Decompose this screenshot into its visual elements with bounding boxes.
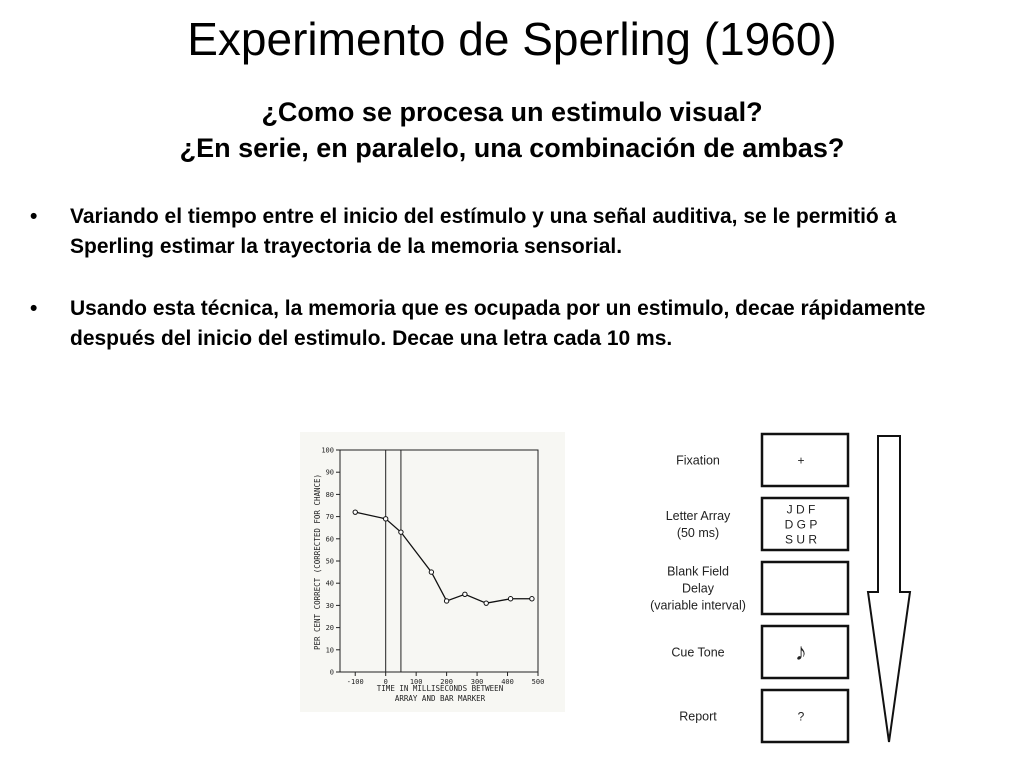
stage-box [762, 562, 848, 614]
stage-box [762, 690, 848, 742]
chart-ylabel: PER CENT CORRECT (CORRECTED FOR CHANCE) [313, 473, 322, 651]
data-point [353, 510, 357, 514]
bullet-text: Variando el tiempo entre el inicio del estímulo y una señal auditiva, se le permitió a Sperling estimar la trayectoria de la memoria sensorial. [70, 205, 897, 258]
bullet-marker: • [30, 297, 38, 320]
sperling-decay-chart [300, 432, 565, 712]
procedure-stage [676, 434, 848, 486]
bullet-list [30, 202, 980, 386]
y-tick-label: 100 [321, 446, 334, 455]
subtitle-line-2: ¿En serie, en paralelo, una combinación de ambas? [179, 133, 845, 163]
bullet-item [30, 294, 980, 354]
stage-label: Report [679, 709, 717, 724]
slide-title: Experimento de Sperling (1960) [187, 13, 837, 65]
procedure-stages [650, 434, 848, 742]
bullet-text: Usando esta técnica, la memoria que es ocupada por un estimulo, decae rápidamente después del inicio del estimulo. Decae una letra cada 10 ms. [70, 297, 926, 350]
y-tick-label: 70 [325, 513, 334, 522]
procedure-stage [671, 626, 848, 678]
y-tick-label: 60 [325, 535, 334, 544]
procedure-diagram [630, 424, 915, 750]
x-tick-label: 500 [531, 678, 545, 686]
x-tick-label: 400 [501, 678, 514, 686]
time-arrow-icon [868, 436, 910, 742]
y-tick-label: 80 [325, 490, 334, 499]
stage-box-text: J D F [786, 502, 816, 517]
bullet-item [30, 202, 980, 262]
y-tick-label: 20 [325, 624, 334, 633]
stage-label: Letter Array [665, 509, 731, 523]
data-point [530, 597, 534, 601]
x-tick-label: 100 [409, 678, 423, 686]
stage-box-text: S U R [784, 532, 818, 547]
stage-label: (50 ms) [676, 526, 720, 540]
slide-subtitle [0, 94, 1024, 166]
stage-label: Cue Tone [671, 645, 725, 660]
data-point [444, 599, 448, 603]
chart-xlabel-line-2: ARRAY AND BAR MARKER [394, 694, 486, 703]
y-tick-label: 10 [325, 646, 334, 655]
procedure-stage [666, 498, 848, 550]
stage-box-text: D G P [784, 517, 818, 532]
data-point [429, 570, 433, 574]
bullet-marker: • [30, 205, 38, 228]
data-point [508, 597, 512, 601]
y-tick-label: 0 [329, 668, 334, 677]
x-tick-label: -100 [346, 678, 364, 686]
stage-label: Delay [682, 581, 714, 596]
stage-label: Fixation [676, 453, 720, 468]
x-tick-label: 300 [470, 678, 484, 686]
data-point [383, 517, 387, 521]
y-tick-label: 50 [325, 557, 334, 566]
stage-box [762, 434, 848, 486]
x-tick-label: 0 [383, 678, 388, 686]
chart-xlabel-line-1: TIME IN MILLISECONDS BETWEEN [376, 684, 504, 693]
data-point [463, 592, 467, 596]
stage-box-text: + [797, 453, 805, 468]
subtitle-line-1: ¿Como se procesa un estimulo visual? [261, 97, 763, 127]
x-tick-label: 200 [440, 678, 453, 686]
procedure-stage [650, 562, 848, 614]
stage-label: (variable interval) [650, 598, 746, 613]
y-tick-label: 30 [325, 601, 334, 610]
stage-box-text: ? [797, 709, 805, 724]
data-point [484, 601, 488, 605]
stage-label: Blank Field [667, 564, 729, 579]
data-point [399, 530, 403, 534]
music-note-icon: ♪ [795, 639, 807, 666]
procedure-stage [679, 690, 848, 742]
y-tick-label: 40 [325, 579, 334, 588]
y-tick-label: 90 [325, 468, 334, 477]
